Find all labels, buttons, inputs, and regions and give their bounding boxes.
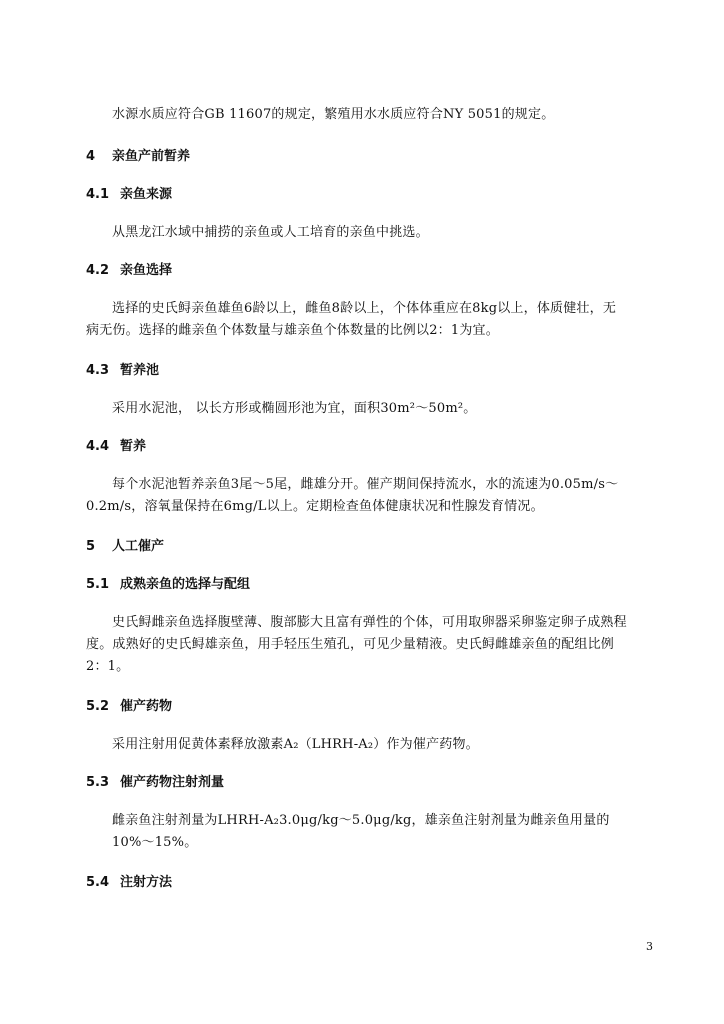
section-title: 催产药物注射剂量	[120, 775, 225, 790]
section-number: 5.3	[86, 775, 110, 790]
paragraph-line: 度。成熟好的史氏鲟雄亲鱼，用手轻压生殖孔，可见少量精液。史氏鲟雌雄亲鱼的配组比例	[86, 637, 615, 652]
section-number: 5.2	[86, 699, 110, 714]
section-number: 4.1	[86, 187, 110, 202]
section-title: 成熟亲鱼的选择与配组	[120, 577, 251, 592]
paragraph-line: 病无伤。选择的雌亲鱼个体数量与雄亲鱼个体数量的比例以2：1为宜。	[86, 323, 499, 338]
paragraph-line: 从黑龙江水域中捕捞的亲鱼或人工培育的亲鱼中挑选。	[112, 225, 429, 240]
paragraph-line: 2：1。	[86, 659, 130, 674]
subsection-heading	[86, 698, 724, 716]
section-number: 4.4	[86, 439, 110, 454]
section-title: 亲鱼来源	[120, 187, 173, 202]
section-title: 亲鱼产前暂养	[112, 149, 191, 164]
paragraph-line: 雌亲鱼注射剂量为LHRH-A₂3.0μg/kg～5.0μg/kg，雄亲鱼注射剂量为雌亲鱼用量的	[112, 813, 610, 828]
section-number: 4.2	[86, 263, 110, 278]
subsection-heading	[86, 186, 724, 204]
section-number: 5.4	[86, 875, 110, 890]
section-heading	[86, 538, 724, 556]
subsection-heading	[86, 874, 724, 892]
section-title: 亲鱼选择	[120, 263, 173, 278]
paragraph-line: 采用水泥池， 以长方形或椭圆形池为宜，面积30m²～50m²。	[112, 401, 477, 416]
section-number: 4	[86, 149, 96, 164]
section-number: 4.3	[86, 363, 110, 378]
subsection-heading	[86, 576, 724, 594]
paragraph-line: 水源水质应符合GB 11607的规定，繁殖用水水质应符合NY 5051的规定。	[112, 107, 555, 122]
paragraph-line: 0.2m/s，溶氧量保持在6mg/L以上。定期检查鱼体健康状况和性腺发育情况。	[86, 499, 544, 514]
section-heading	[86, 148, 724, 166]
subsection-heading	[86, 438, 724, 456]
section-title: 注射方法	[120, 875, 173, 890]
paragraph-line: 10%～15%。	[112, 835, 198, 850]
subsection-heading	[86, 362, 724, 380]
paragraph-line: 采用注射用促黄体素释放激素A₂（LHRH-A₂）作为催产药物。	[112, 737, 479, 752]
section-title: 暂养	[120, 439, 147, 454]
section-title: 人工催产	[112, 539, 165, 554]
subsection-heading	[86, 262, 724, 280]
section-title: 暂养池	[120, 363, 160, 378]
paragraph-line: 每个水泥池暂养亲鱼3尾～5尾，雌雄分开。催产期间保持流水，水的流速为0.05m/s～	[112, 477, 619, 492]
paragraph-line: 选择的史氏鲟亲鱼雄鱼6龄以上，雌鱼8龄以上，个体体重应在8kg以上，体质健壮，无	[112, 301, 617, 316]
page-number: 3	[646, 940, 653, 953]
subsection-heading	[86, 774, 724, 792]
section-number: 5.1	[86, 577, 110, 592]
section-number: 5	[86, 539, 96, 554]
paragraph-line: 史氏鲟雌亲鱼选择腹壁薄、腹部膨大且富有弹性的个体，可用取卵器采卵鉴定卵子成熟程	[112, 615, 627, 630]
section-title: 催产药物	[120, 699, 173, 714]
